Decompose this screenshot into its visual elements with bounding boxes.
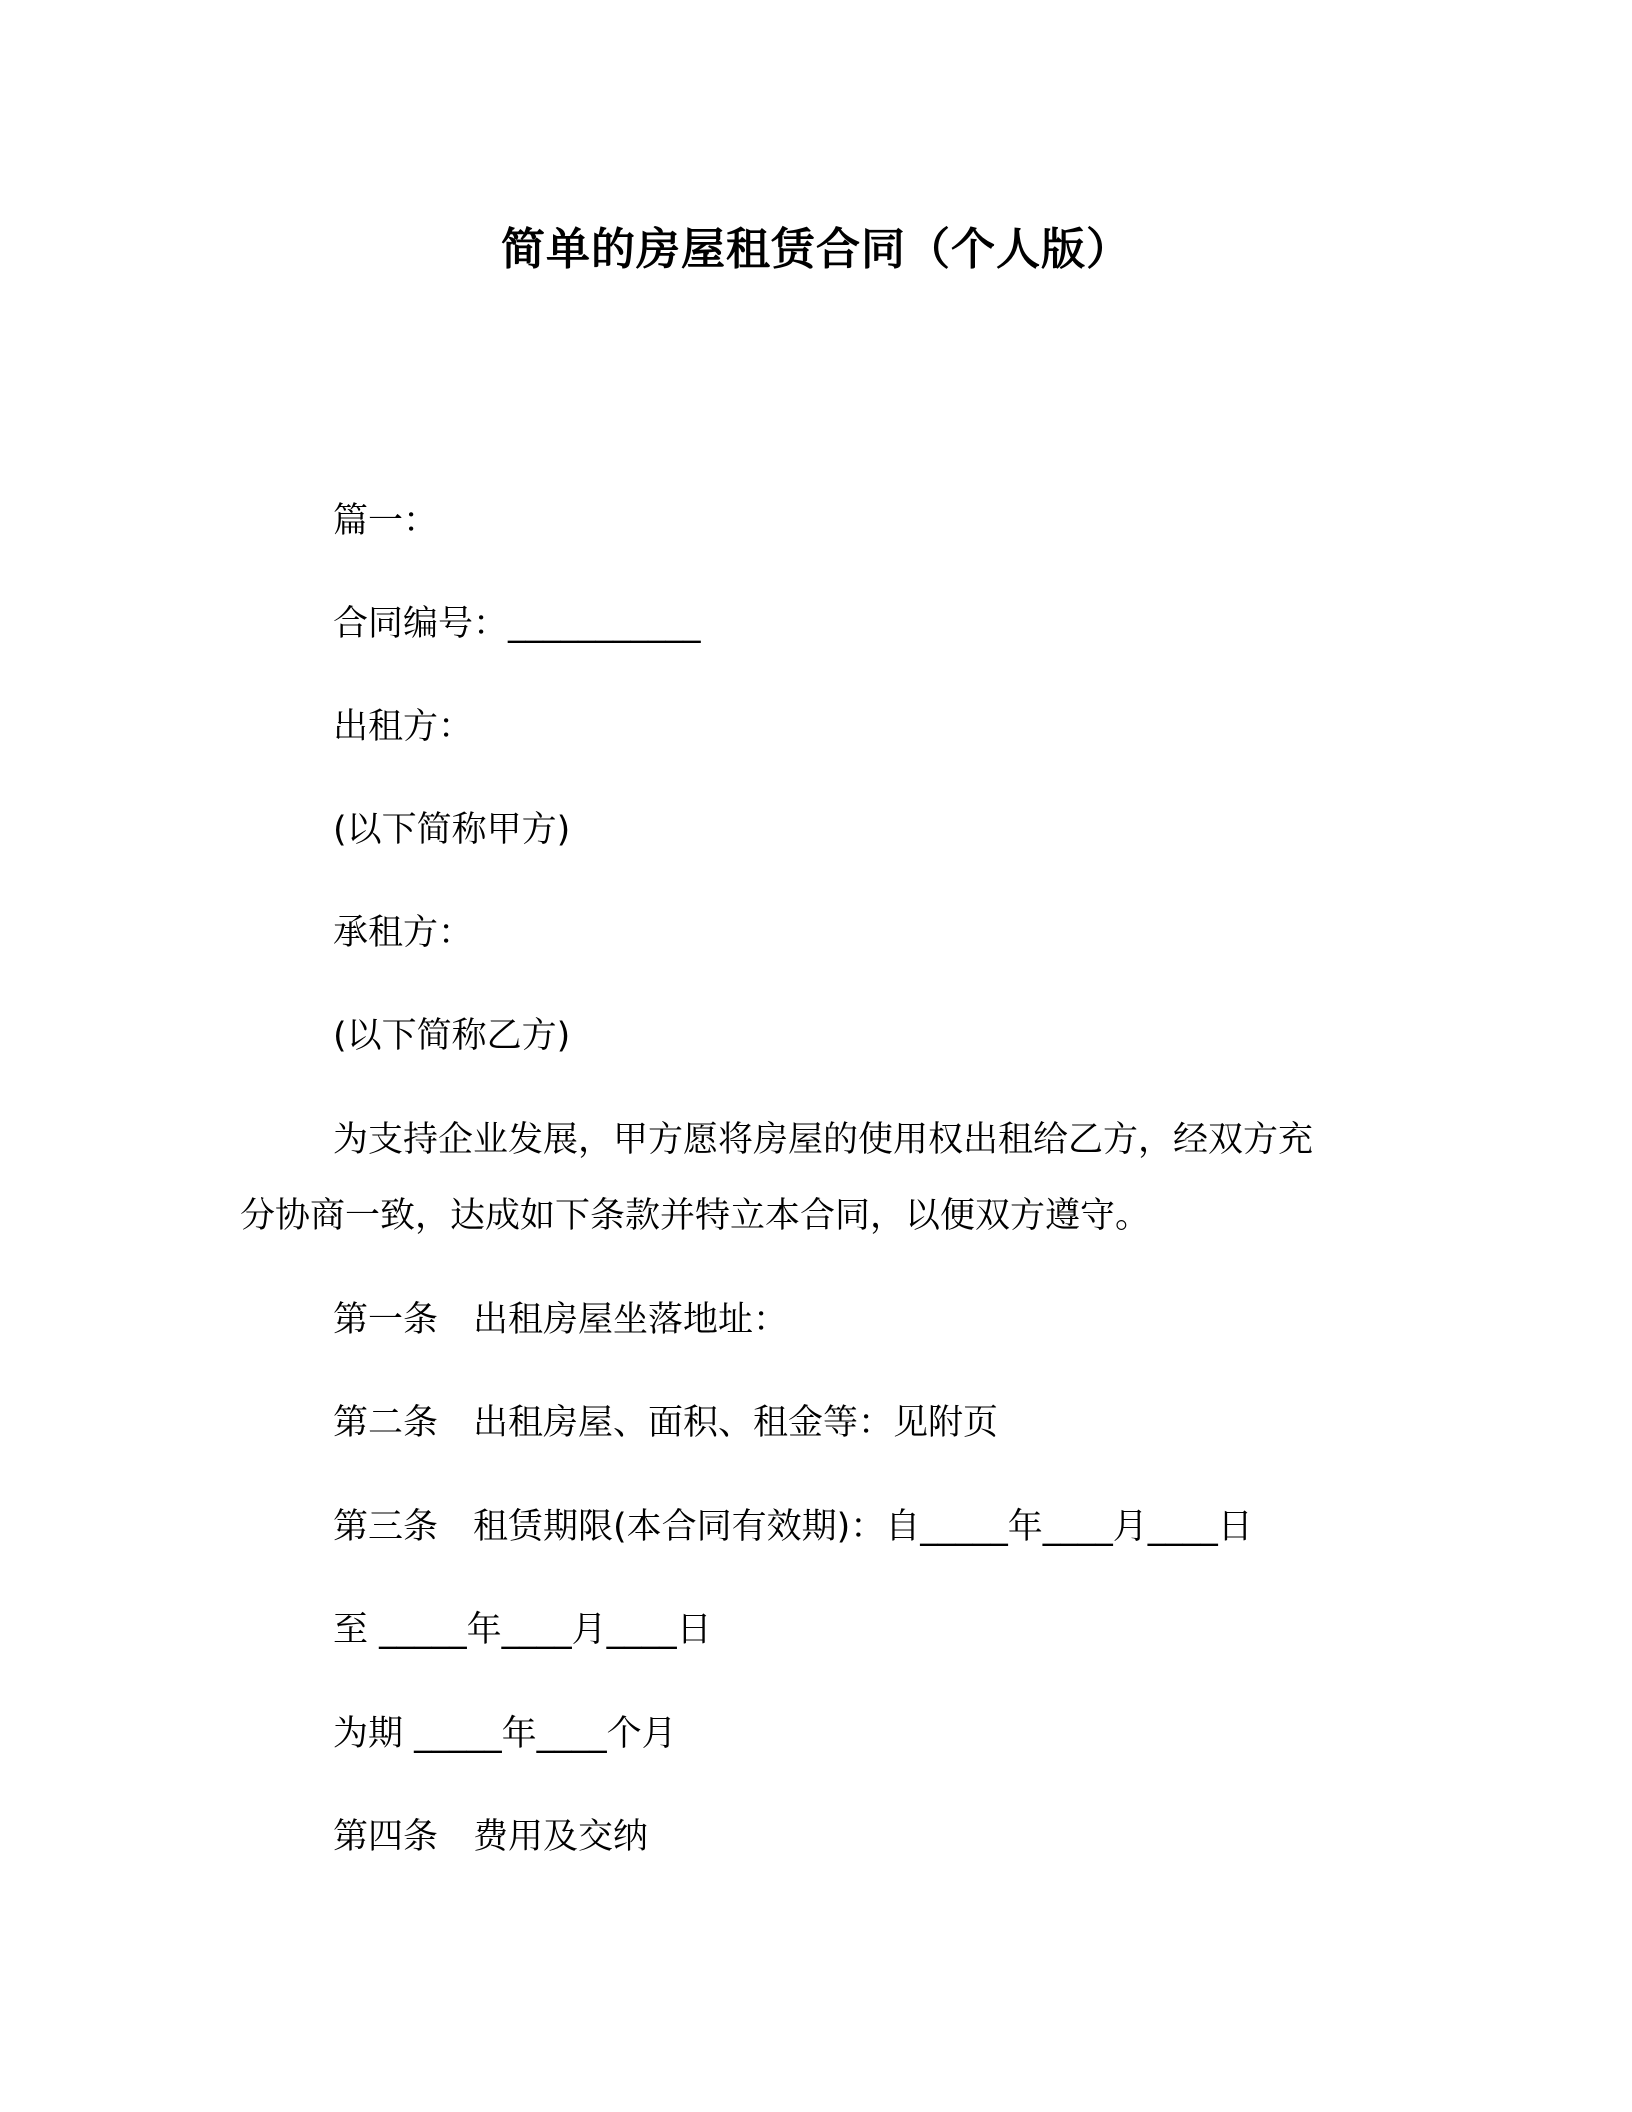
- article-2-line: 第二条 出租房屋、面积、租金等：见附页: [333, 1403, 999, 1443]
- article-1-line: 第一条 出租房屋坐落地址：: [333, 1300, 789, 1340]
- contract-number-line: 合同编号：___________: [333, 604, 701, 644]
- lease-duration-line: 为期 _____年____个月: [333, 1714, 677, 1754]
- lessor-alias-line: (以下简称甲方): [333, 810, 571, 850]
- article-3-line: 第三条 租赁期限(本合同有效期)：自_____年____月____日: [333, 1507, 1253, 1547]
- lessor-line: 出租方：: [333, 707, 474, 747]
- lease-end-line: 至 _____年____月____日: [333, 1610, 712, 1650]
- preamble-line-1: 为支持企业发展，甲方愿将房屋的使用权出租给乙方，经双方充: [333, 1120, 1314, 1160]
- lessee-alias-line: (以下简称乙方): [333, 1016, 571, 1056]
- article-4-line: 第四条 费用及交纳: [333, 1817, 649, 1857]
- document-title: 简单的房屋租赁合同（个人版）: [501, 224, 1131, 275]
- lessee-line: 承租方：: [333, 913, 474, 953]
- section-heading: 篇一：: [333, 501, 439, 541]
- preamble-line-2: 分协商一致，达成如下条款并特立本合同，以便双方遵守。: [240, 1196, 1151, 1236]
